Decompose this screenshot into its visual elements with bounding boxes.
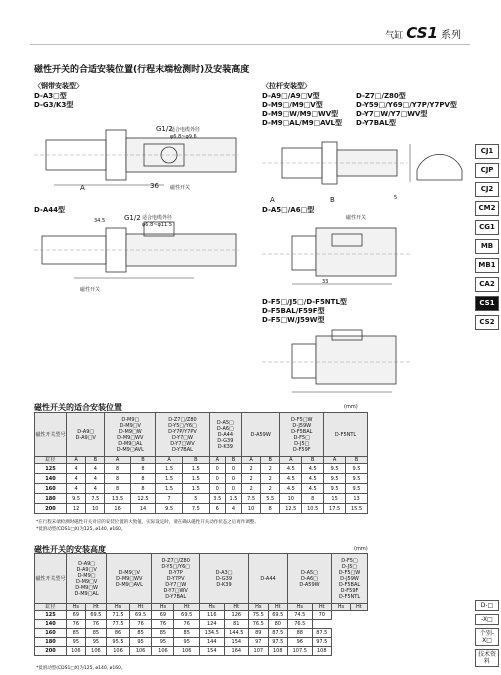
bore-cell: 125 (35, 464, 67, 474)
tab-cm2[interactable]: CM2 (475, 201, 499, 216)
value-cell: 86 (107, 629, 130, 638)
value-cell: 70 (312, 611, 331, 620)
value-cell: 108 (268, 647, 287, 656)
a5-label: D-A5□/A6□型 (262, 206, 315, 214)
value-cell: 9.5 (324, 484, 346, 494)
value-cell: 15.5 (346, 504, 368, 514)
tab-cs1[interactable]: CS1 (475, 296, 499, 311)
value-cell: 8 (130, 474, 155, 484)
value-cell: 85 (174, 629, 199, 638)
sub-header: Ht (174, 604, 199, 611)
value-cell: 0 (209, 484, 225, 494)
value-cell: 1.5 (225, 494, 241, 504)
bottom-tabs (475, 600, 499, 670)
sub-header: A (209, 457, 225, 464)
sub-header: B (302, 457, 324, 464)
value-cell: 4 (86, 474, 105, 484)
value-cell: 95.5 (107, 638, 130, 647)
value-cell: 106 (174, 647, 199, 656)
value-cell: 69.5 (268, 611, 287, 620)
bore-header: 缸径 (35, 604, 67, 611)
table-row (35, 464, 368, 474)
value-cell: 12.5 (280, 504, 302, 514)
value-cell: 71.5 (107, 611, 130, 620)
value-cell: 69.5 (129, 611, 152, 620)
value-cell: 76 (67, 620, 86, 629)
tie-diagram-f5 (262, 326, 412, 398)
tab-x[interactable]: -X□ (475, 614, 499, 625)
table-row (35, 647, 368, 656)
switch-group-header: D-A59W (241, 413, 279, 457)
switch-group-header: D-M9□V D-M9□WV D-M9□AVL (107, 554, 152, 604)
switch-label-3: 磁性开关 (346, 215, 367, 221)
sub-header: B (130, 457, 155, 464)
value-cell: 0 (225, 474, 241, 484)
tie-right-2: D-Y59□/Y69□/Y7P/Y7PV型 (356, 101, 457, 109)
value-cell: 4.5 (302, 464, 324, 474)
tie-right-1: D-Z7□/Z80型 (356, 92, 406, 100)
switch-group-header: D-Z7□/Z80 D-Y5□/Y6□ D-Y7P/Y7PV D-Y7□W D-Y7□WV D-Y7BAL (156, 413, 210, 457)
sub-header: Hs (249, 604, 268, 611)
band-model-2: D-G3/K3型 (34, 101, 74, 109)
value-cell: 2 (241, 474, 260, 484)
sub-header: A (105, 457, 130, 464)
value-cell: 4 (86, 484, 105, 494)
sub-header: Ht (268, 604, 287, 611)
value-cell: 9.5 (346, 484, 368, 494)
value-cell: 12.5 (130, 494, 155, 504)
tie-diagram-a5 (262, 214, 412, 292)
value-cell: 69.5 (174, 611, 199, 620)
g19-label-3: φ6.8~φ9.6 (170, 134, 197, 140)
sub-header: Hs (107, 604, 130, 611)
height-note-1: *低滑动型(CDS1□X)为125, ø140, ø160。 (36, 666, 126, 671)
tie-right-3: D-Y7□W/Y7□WV型 (356, 110, 428, 118)
pos-note-1: *在行程末端检测时磁性开关对应的安装位置的大致值，实际设定时，请在确认磁性开关动作状态之后再作调整。 (36, 520, 259, 525)
value-cell: 126 (224, 611, 249, 620)
value-cell: 96 (287, 638, 312, 647)
value-cell: 6 (209, 504, 225, 514)
value-cell: 4.5 (280, 464, 302, 474)
sub-header: B (182, 457, 209, 464)
model-header: 磁性开关型号 (35, 413, 67, 457)
value-cell: 5.5 (261, 494, 280, 504)
value-cell: 1.5 (156, 484, 183, 494)
pos-note-2: *低滑动型(CDS1□X)为125, ø140, ø160。 (36, 527, 126, 532)
page-title: 磁性开关的合适安装位置(行程末端检测时)及安装高度 (34, 65, 250, 75)
value-cell: 154 (224, 638, 249, 647)
value-cell: 106 (129, 647, 152, 656)
value-cell: 76 (174, 620, 199, 629)
table-row (35, 484, 368, 494)
value-cell: 85 (67, 629, 86, 638)
value-cell: 69.5 (85, 611, 107, 620)
tab-individual-x[interactable]: 个别-X□ (475, 628, 499, 646)
value-cell: 95 (174, 638, 199, 647)
bore-cell: 160 (35, 484, 67, 494)
model-header: 磁性开关型号 (35, 554, 67, 604)
f5-label-3: D-F5□W/J59W型 (262, 316, 325, 324)
table-row (35, 611, 368, 620)
sub-header: B (86, 457, 105, 464)
value-cell: 74.5 (287, 611, 312, 620)
switch-group-header: D-Z7□/Z80 D-Y5□/Y6□ D-Y7P D-Y7PV D-Y7□W D-Y7□WV D-Y7BAL (152, 554, 200, 604)
value-cell: 4.5 (302, 484, 324, 494)
tab-cjp[interactable]: CJP (475, 163, 499, 178)
value-cell: 13.5 (105, 494, 130, 504)
dim-a-2: A (270, 196, 275, 204)
header-series: CS1 (406, 24, 438, 42)
value-cell: 8 (105, 484, 130, 494)
value-cell: 4 (225, 504, 241, 514)
f5-label-2: D-F5BAL/F59F型 (262, 307, 325, 315)
switch-group-header: D-M9□ D-M9□V D-M9□W D-M9□WV D-M9□AL D-M9□AVL (105, 413, 156, 457)
bore-cell: 180 (35, 494, 67, 504)
value-cell: 8 (261, 504, 280, 514)
switch-group-header: D-A3□ D-G39 D-K39 (199, 554, 248, 604)
value-cell: 10.5 (302, 504, 324, 514)
bore-cell: 125 (35, 611, 67, 620)
tab-ca2[interactable]: CA2 (475, 277, 499, 292)
value-cell: 1.5 (156, 474, 183, 484)
value-cell: 4 (67, 484, 86, 494)
switch-group-header: D-F5NTL (324, 413, 368, 457)
dim-b-2: B (330, 196, 335, 204)
bore-cell: 140 (35, 474, 67, 484)
value-cell: 8 (105, 474, 130, 484)
value-cell: 9.5 (156, 504, 183, 514)
value-cell: 4 (67, 464, 86, 474)
tie-left-4: D-M9□AL/M9□AVL型 (262, 119, 343, 127)
dim-36: 36 (150, 182, 159, 190)
value-cell: 76 (129, 620, 152, 629)
height-table-unit: (mm) (354, 546, 368, 552)
table-row (35, 474, 368, 484)
value-cell: 87.5 (312, 629, 331, 638)
value-cell: 9.5 (346, 474, 368, 484)
sub-header: A (241, 457, 260, 464)
height-table-title: 磁性开关的安装高度 (34, 545, 106, 554)
switch-group-header: D-F5□ D-J5□ D-F5□W D-J59W D-F5BAL D-F59F D-F5NTL (332, 554, 368, 604)
value-cell: 9.5 (346, 464, 368, 474)
value-cell: 9.5 (324, 474, 346, 484)
value-cell: 76 (152, 620, 174, 629)
value-cell: 154 (199, 647, 224, 656)
value-cell: 107 (249, 647, 268, 656)
tie-diagram-1 (262, 130, 467, 202)
header-prefix: 气缸 (385, 31, 404, 41)
sub-header: A (156, 457, 183, 464)
value-cell: 7.5 (182, 504, 209, 514)
sub-header: Ht (224, 604, 249, 611)
g12-label-3: φ6.8~φ11.5 (142, 222, 172, 228)
tie-left-2: D-M9□/M9□V型 (262, 101, 323, 109)
header-suffix: 系列 (441, 30, 461, 41)
value-cell: 95 (129, 638, 152, 647)
bore-cell: 200 (35, 647, 67, 656)
value-cell: 13 (346, 494, 368, 504)
sub-header: Ht (350, 604, 367, 611)
value-cell: 85 (85, 629, 107, 638)
table-row (35, 629, 368, 638)
value-cell: 69 (67, 611, 86, 620)
value-cell: 89 (249, 629, 268, 638)
sub-header: Hs (332, 604, 351, 611)
sub-header: A (67, 457, 86, 464)
value-cell: 0 (209, 464, 225, 474)
switch-group-header: D-A9□ D-A9□V D-M9□ D-M9□V D-M9□W D-M9□AL (67, 554, 107, 604)
value-cell: 12 (67, 504, 86, 514)
dim-5: 5 (394, 195, 398, 201)
value-cell: 144 (199, 638, 224, 647)
value-cell: 4.5 (280, 484, 302, 494)
sub-header: B (346, 457, 368, 464)
value-cell: 88 (287, 629, 312, 638)
value-cell: 4 (67, 474, 86, 484)
tie-left-1: D-A9□/A9□V型 (262, 92, 320, 100)
f5-label-1: D-F5□/J5□/D-F5NTL型 (262, 298, 347, 306)
value-cell: 97.5 (312, 638, 331, 647)
value-cell: 8 (302, 494, 324, 504)
value-cell: 85 (152, 629, 174, 638)
switch-label-1: 磁性开关 (170, 185, 191, 191)
value-cell: 1.5 (182, 464, 209, 474)
value-cell: 76.5 (287, 620, 312, 629)
bore-cell: 140 (35, 620, 67, 629)
value-cell: 7.5 (241, 494, 260, 504)
band-section-label: 〈钢带安装型〉 (34, 82, 83, 90)
switch-group-header: D-A5□ D-A6□ D-A44 D-G39 D-K39 (209, 413, 241, 457)
value-cell: 108 (312, 647, 331, 656)
dim-33: 33 (322, 279, 329, 285)
tab-cj1[interactable]: CJ1 (475, 144, 499, 159)
dim-a-1: A (80, 184, 85, 192)
value-cell: 87.5 (268, 629, 287, 638)
value-cell: 4.5 (280, 474, 302, 484)
g19-label-2: 适合电缆外径 (170, 127, 201, 133)
position-table (34, 412, 368, 514)
band-diagram-1 (34, 110, 239, 202)
g12-label-2: 适合电缆外径 (142, 215, 173, 221)
sub-header: A (324, 457, 346, 464)
switch-label-2: 磁性开关 (80, 287, 101, 293)
g19-label-1: G1/2 (156, 125, 173, 133)
tab-cj2[interactable]: CJ2 (475, 182, 499, 197)
value-cell: 97 (249, 638, 268, 647)
value-cell: 106 (107, 647, 130, 656)
tab-cs2[interactable]: CS2 (475, 315, 499, 330)
value-cell: 4.5 (302, 474, 324, 484)
g12-label-1: G1/2 (124, 214, 141, 222)
bore-cell: 200 (35, 504, 67, 514)
header-rule (30, 44, 470, 45)
switch-group-header: D-A9□ D-A9□V (67, 413, 105, 457)
value-cell: 1.5 (182, 474, 209, 484)
series-tabs (475, 144, 499, 334)
band-diagram-a44 (34, 212, 239, 292)
value-cell: 0 (209, 474, 225, 484)
value-cell: 15 (324, 494, 346, 504)
value-cell: 106 (67, 647, 86, 656)
switch-group-header: D-A5□ D-A6□ D-A59W (287, 554, 331, 604)
tab-mb1[interactable]: MB1 (475, 258, 499, 273)
value-cell: 95 (152, 638, 174, 647)
band-model-1: D-A3□型 (34, 92, 67, 100)
table-row (35, 504, 368, 514)
sub-header: Hs (152, 604, 174, 611)
sub-header: A (280, 457, 302, 464)
value-cell: 8 (105, 464, 130, 474)
value-cell: 3.5 (209, 494, 225, 504)
table-row (35, 494, 368, 504)
tab-tech-data[interactable]: 技术资料 (475, 649, 499, 667)
sub-header: Ht (85, 604, 107, 611)
value-cell: 16 (105, 504, 130, 514)
value-cell: 8 (130, 484, 155, 494)
value-cell: 107.5 (287, 647, 312, 656)
value-cell: 164 (224, 647, 249, 656)
value-cell: 10 (86, 504, 105, 514)
value-cell: 85 (129, 629, 152, 638)
tie-left-3: D-M9□W/M9□WV型 (262, 110, 339, 118)
value-cell: 14 (130, 504, 155, 514)
value-cell: 95 (67, 638, 86, 647)
tie-right-4: D-Y7BAL型 (356, 119, 396, 127)
value-cell: 5 (182, 494, 209, 504)
value-cell: 10 (241, 504, 260, 514)
height-table (34, 553, 368, 656)
value-cell: 81 (224, 620, 249, 629)
tab-cg1[interactable]: CG1 (475, 220, 499, 235)
value-cell: 4 (86, 464, 105, 474)
switch-group-header: D-A44 (249, 554, 288, 604)
band-a44-label: D-A44型 (34, 206, 66, 214)
pos-table-title: 磁性开关的适合安装位置 (34, 403, 122, 412)
value-cell: 144.5 (224, 629, 249, 638)
value-cell: 69 (152, 611, 174, 620)
sub-header: B (261, 457, 280, 464)
sub-header: Ht (129, 604, 152, 611)
value-cell: 2 (241, 484, 260, 494)
value-cell: 9.5 (67, 494, 86, 504)
value-cell: 2 (261, 464, 280, 474)
value-cell: 106 (152, 647, 174, 656)
tab-d[interactable]: D-□ (475, 600, 499, 611)
sub-header: B (225, 457, 241, 464)
bore-cell: 180 (35, 638, 67, 647)
pos-table-unit: (mm) (344, 404, 358, 410)
value-cell: 106 (85, 647, 107, 656)
value-cell: 77.5 (107, 620, 130, 629)
value-cell: 8 (130, 464, 155, 474)
value-cell: 7 (156, 494, 183, 504)
bore-header: 缸径 (35, 457, 67, 464)
value-cell: 2 (261, 474, 280, 484)
value-cell: 76.5 (249, 620, 268, 629)
value-cell: 0 (225, 464, 241, 474)
switch-group-header: D-F5□W D-J59W D-F5BAL D-F5□ D-J5□ D-F59F (280, 413, 324, 457)
bore-cell: 160 (35, 629, 67, 638)
series-header (385, 24, 461, 42)
value-cell: 17.5 (324, 504, 346, 514)
value-cell: 2 (261, 484, 280, 494)
sub-header: Hs (199, 604, 224, 611)
table-row (35, 620, 368, 629)
value-cell: 9.5 (324, 464, 346, 474)
value-cell: 95 (85, 638, 107, 647)
value-cell: 2 (241, 464, 260, 474)
value-cell: 1.5 (182, 484, 209, 494)
dim-34-5: 34.5 (94, 218, 106, 224)
sub-header: Ht (312, 604, 331, 611)
tab-mb[interactable]: MB (475, 239, 499, 254)
value-cell: 10 (280, 494, 302, 504)
value-cell: 1.5 (156, 464, 183, 474)
sub-header: Hs (67, 604, 86, 611)
value-cell: 76 (85, 620, 107, 629)
value-cell: 134.5 (199, 629, 224, 638)
value-cell: 75.5 (249, 611, 268, 620)
value-cell: 80 (268, 620, 287, 629)
sub-header: Hs (287, 604, 312, 611)
value-cell: 0 (225, 484, 241, 494)
table-row (35, 638, 368, 647)
value-cell: 116 (199, 611, 224, 620)
tie-section-label: 〈拉杆安装型〉 (262, 82, 311, 90)
value-cell: 7.5 (86, 494, 105, 504)
value-cell: 124 (199, 620, 224, 629)
value-cell: 97.5 (268, 638, 287, 647)
